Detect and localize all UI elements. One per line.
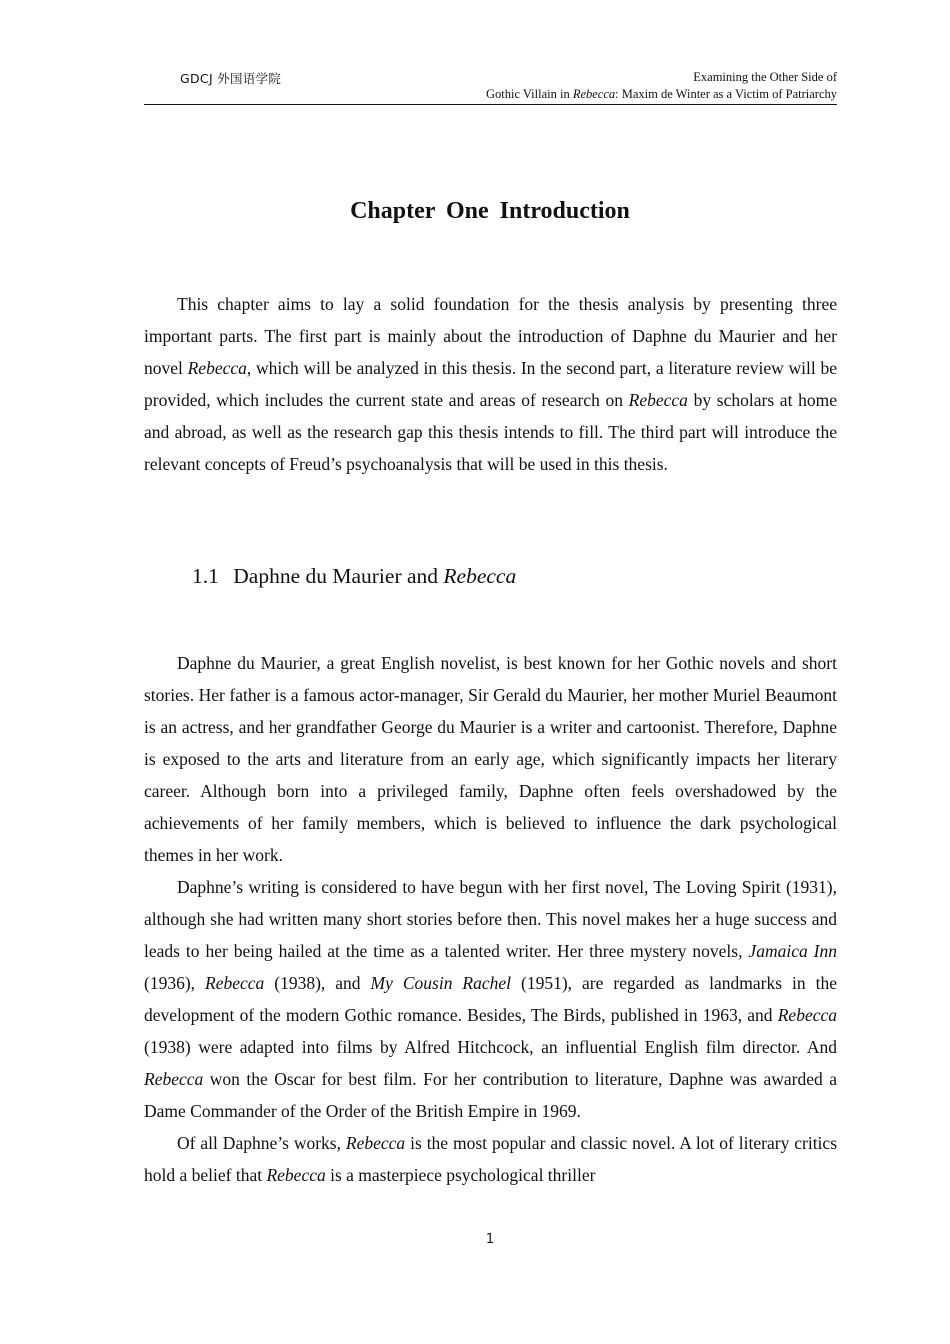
section-heading bbox=[192, 564, 516, 589]
intro-block bbox=[144, 288, 837, 480]
intro-paragraph: This chapter aims to lay a solid foundation for the thesis analysis by presenting three important parts. The first part is mainly about the introduction of Daphne du Maurier and her novel Rebecca, which will be analyzed in this thesis. In the second part, a literature review will be provided, which includes the current state and areas of research on Rebecca by scholars at home and abroad, as well as the research gap this thesis intends to fill. The third part will introduce the relevant concepts of Freud’s psychoanalysis that will be used in this thesis. bbox=[144, 294, 837, 474]
paragraph-rebecca: Of all Daphne’s works, Rebecca is the most popular and classic novel. A lot of literary critics hold a belief that Rebecca is a masterpiece psychological thriller bbox=[144, 1133, 838, 1185]
header-thesis-title bbox=[486, 69, 837, 103]
section-body bbox=[144, 647, 837, 1191]
section-number: 1.1 bbox=[192, 564, 219, 588]
header-title-line1: Examining the Other Side of bbox=[693, 70, 837, 84]
section-title: Daphne du Maurier and Rebecca bbox=[233, 564, 517, 588]
paragraph-works: Daphne’s writing is considered to have begun with her first novel, The Loving Spirit (1931), although she had written many short stories before then. This novel makes her a huge success and leads to her being hailed at the time as a talented writer. Her three mystery novels, Jamaica Inn (1936), Rebecca (1938), and My Cousin Rachel (1951), are regarded as landmarks in the development of the modern Gothic romance. Besides, The Birds, published in 1963, and Rebecca (1938) were adapted into films by Alfred Hitchcock, an influential English film director. And Rebecca won the Oscar for best film. For her contribution to literature, Daphne was awarded a Dame Commander of the Order of the British Empire in 1969. bbox=[144, 877, 837, 1121]
header-title-line2: Gothic Villain in Rebecca: Maxim de Winter as a Victim of Patriarchy bbox=[485, 87, 837, 101]
chapter-title: Chapter One Introduction bbox=[350, 198, 630, 224]
header-institution: GDCJ 外国语学院 bbox=[180, 71, 282, 86]
page-header bbox=[144, 66, 837, 105]
paragraph-biography: Daphne du Maurier, a great English novelist, is best known for her Gothic novels and short stories. Her father is a famous actor-manager, Sir Gerald du Maurier, her mother Muriel Beaumont is an actress, and her grandfather George du Maurier is a writer and cartoonist. Therefore, Daphne is exposed to the arts and literature from an early age, which significantly impacts her literary career. Although born into a privileged family, Daphne often feels overshadowed by the achievements of her family members, which is believed to influence the dark psychological themes in her work. bbox=[144, 653, 837, 865]
page-number: 1 bbox=[485, 1232, 495, 1247]
